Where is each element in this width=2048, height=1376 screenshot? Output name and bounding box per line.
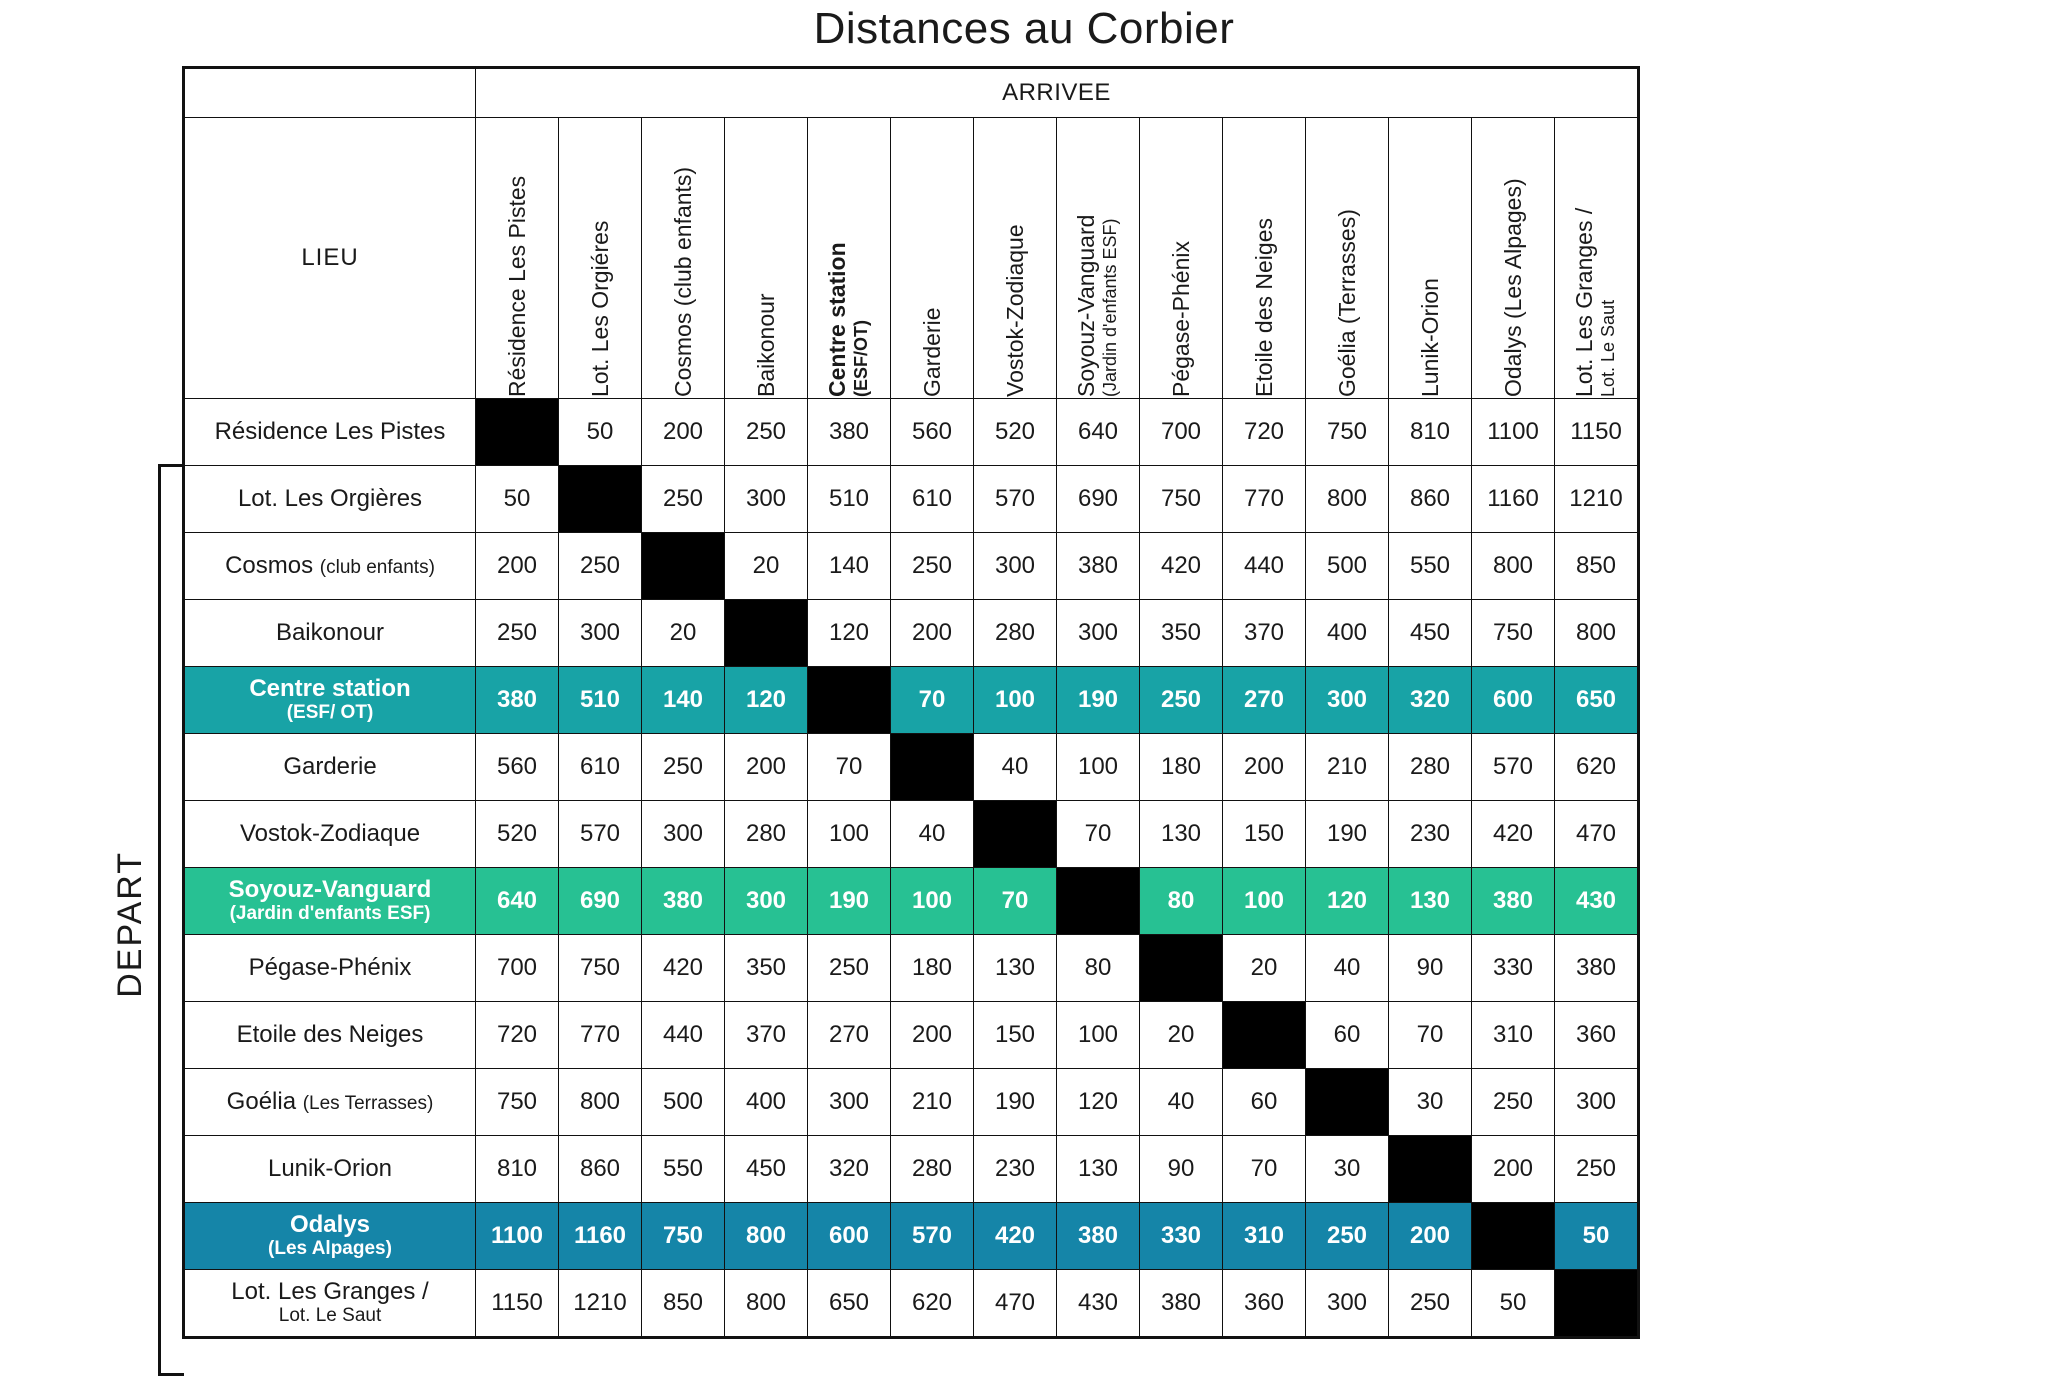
distance-cell-2-7: 380 xyxy=(1057,533,1140,600)
distance-cell-8-4: 250 xyxy=(808,935,891,1002)
column-header-sub: (Jardin d'enfants ESF) xyxy=(1100,218,1120,397)
distance-cell-13-12: 50 xyxy=(1472,1270,1555,1338)
distance-cell-6-11: 230 xyxy=(1389,801,1472,868)
distance-cell-4-2: 140 xyxy=(642,667,725,734)
row-label-sub: (ESF/ OT) xyxy=(286,701,374,723)
column-header-8 xyxy=(1140,118,1223,399)
distance-cell-10-5: 210 xyxy=(891,1069,974,1136)
distance-cell-9-1: 770 xyxy=(559,1002,642,1069)
distance-cell-2-6: 300 xyxy=(974,533,1057,600)
distance-cell-6-2: 300 xyxy=(642,801,725,868)
distance-cell-3-13: 800 xyxy=(1555,600,1639,667)
column-header-5 xyxy=(891,118,974,399)
distance-cell-7-0: 640 xyxy=(476,868,559,935)
distance-cell-5-3: 200 xyxy=(725,734,808,801)
distance-cell-12-13: 50 xyxy=(1555,1203,1639,1270)
diagonal-cell-4-4 xyxy=(808,667,891,734)
column-header-text: Lot. Les Granges / Lot. Le Saut xyxy=(1570,207,1618,397)
distance-cell-11-6: 230 xyxy=(974,1136,1057,1203)
distance-cell-11-0: 810 xyxy=(476,1136,559,1203)
distance-cell-10-1: 800 xyxy=(559,1069,642,1136)
diagonal-cell-9-9 xyxy=(1223,1002,1306,1069)
column-header-9 xyxy=(1223,118,1306,399)
distance-cell-10-9: 60 xyxy=(1223,1069,1306,1136)
distance-cell-11-10: 30 xyxy=(1306,1136,1389,1203)
distance-cell-13-4: 650 xyxy=(808,1270,891,1338)
column-header-text: Cosmos (club enfants) xyxy=(669,166,696,397)
distance-cell-11-13: 250 xyxy=(1555,1136,1639,1203)
distance-cell-10-7: 120 xyxy=(1057,1069,1140,1136)
distance-cell-7-3: 300 xyxy=(725,868,808,935)
corner-blank-cell xyxy=(184,68,476,118)
distance-cell-2-11: 550 xyxy=(1389,533,1472,600)
distance-cell-13-6: 470 xyxy=(974,1270,1057,1338)
column-header-1 xyxy=(559,118,642,399)
distance-cell-0-9: 720 xyxy=(1223,399,1306,466)
column-header-text: Garderie xyxy=(918,307,945,397)
row-label-10: Goélia (Les Terrasses) xyxy=(184,1069,476,1136)
distance-cell-9-6: 150 xyxy=(974,1002,1057,1069)
distance-cell-1-5: 610 xyxy=(891,466,974,533)
distance-cell-2-13: 850 xyxy=(1555,533,1639,600)
page-title: Distances au Corbier xyxy=(813,4,1235,53)
distance-cell-11-5: 280 xyxy=(891,1136,974,1203)
column-header-4 xyxy=(808,118,891,399)
distance-cell-13-5: 620 xyxy=(891,1270,974,1338)
distance-cell-0-6: 520 xyxy=(974,399,1057,466)
distance-cell-13-9: 360 xyxy=(1223,1270,1306,1338)
distance-cell-12-1: 1160 xyxy=(559,1203,642,1270)
distance-cell-3-7: 300 xyxy=(1057,600,1140,667)
distance-cell-13-3: 800 xyxy=(725,1270,808,1338)
table-row xyxy=(184,399,1639,466)
distance-cell-0-3: 250 xyxy=(725,399,808,466)
distance-cell-4-12: 600 xyxy=(1472,667,1555,734)
distance-cell-10-11: 30 xyxy=(1389,1069,1472,1136)
distance-cell-2-8: 420 xyxy=(1140,533,1223,600)
distance-cell-6-5: 40 xyxy=(891,801,974,868)
column-header-0 xyxy=(476,118,559,399)
distance-cell-7-13: 430 xyxy=(1555,868,1639,935)
column-header-sub: Lot. Le Saut xyxy=(1598,299,1618,397)
distance-cell-3-5: 200 xyxy=(891,600,974,667)
distance-cell-13-11: 250 xyxy=(1389,1270,1472,1338)
distance-cell-1-3: 300 xyxy=(725,466,808,533)
column-header-2 xyxy=(642,118,725,399)
row-label-3: Baikonour xyxy=(184,600,476,667)
arrivee-banner-cell: ARRIVEE xyxy=(476,68,1639,118)
row-label-13: Lot. Les Granges / Lot. Le Saut xyxy=(184,1270,476,1338)
distance-cell-12-0: 1100 xyxy=(476,1203,559,1270)
distance-cell-12-7: 380 xyxy=(1057,1203,1140,1270)
arrivee-banner-row xyxy=(184,68,1639,118)
distance-cell-6-1: 570 xyxy=(559,801,642,868)
distance-cell-12-2: 750 xyxy=(642,1203,725,1270)
distance-cell-12-10: 250 xyxy=(1306,1203,1389,1270)
distance-cell-6-13: 470 xyxy=(1555,801,1639,868)
row-label-12: Odalys (Les Alpages) xyxy=(184,1203,476,1270)
column-header-sub: (ESF/OT) xyxy=(851,320,871,397)
distance-cell-4-6: 100 xyxy=(974,667,1057,734)
row-label-sub: (club enfants) xyxy=(319,556,435,578)
matrix-body xyxy=(184,399,1639,1338)
distance-cell-3-8: 350 xyxy=(1140,600,1223,667)
diagonal-cell-12-12 xyxy=(1472,1203,1555,1270)
row-label-sub: (Les Terrasses) xyxy=(302,1092,434,1114)
distance-cell-6-7: 70 xyxy=(1057,801,1140,868)
distance-cell-12-8: 330 xyxy=(1140,1203,1223,1270)
table-row xyxy=(184,868,1639,935)
distance-cell-6-9: 150 xyxy=(1223,801,1306,868)
distance-cell-3-0: 250 xyxy=(476,600,559,667)
column-header-text: Soyouz-Vanguard (Jardin d'enfants ESF) xyxy=(1072,214,1120,397)
table-row xyxy=(184,1069,1639,1136)
distance-cell-12-3: 800 xyxy=(725,1203,808,1270)
distance-cell-12-11: 200 xyxy=(1389,1203,1472,1270)
distance-cell-7-10: 120 xyxy=(1306,868,1389,935)
diagonal-cell-6-6 xyxy=(974,801,1057,868)
distance-cell-4-10: 300 xyxy=(1306,667,1389,734)
distance-cell-2-5: 250 xyxy=(891,533,974,600)
distance-cell-4-0: 380 xyxy=(476,667,559,734)
distance-cell-2-1: 250 xyxy=(559,533,642,600)
distance-cell-13-0: 1150 xyxy=(476,1270,559,1338)
distance-cell-2-12: 800 xyxy=(1472,533,1555,600)
row-label-0: Résidence Les Pistes xyxy=(184,399,476,466)
distance-cell-9-8: 20 xyxy=(1140,1002,1223,1069)
distance-cell-1-2: 250 xyxy=(642,466,725,533)
table-row xyxy=(184,533,1639,600)
column-header-text: Goélia (Terrasses) xyxy=(1333,209,1360,397)
row-label-9: Etoile des Neiges xyxy=(184,1002,476,1069)
distance-cell-3-6: 280 xyxy=(974,600,1057,667)
distance-cell-0-12: 1100 xyxy=(1472,399,1555,466)
distance-cell-4-1: 510 xyxy=(559,667,642,734)
column-header-text: Baikonour xyxy=(752,293,779,397)
distance-cell-4-9: 270 xyxy=(1223,667,1306,734)
diagonal-cell-2-2 xyxy=(642,533,725,600)
distance-cell-8-12: 330 xyxy=(1472,935,1555,1002)
distance-cell-11-1: 860 xyxy=(559,1136,642,1203)
table-row xyxy=(184,667,1639,734)
distance-cell-12-5: 570 xyxy=(891,1203,974,1270)
matrix-head xyxy=(184,68,1639,399)
distance-cell-11-8: 90 xyxy=(1140,1136,1223,1203)
distance-cell-1-13: 1210 xyxy=(1555,466,1639,533)
distance-cell-4-7: 190 xyxy=(1057,667,1140,734)
table-row xyxy=(184,1270,1639,1338)
distance-cell-7-5: 100 xyxy=(891,868,974,935)
distance-cell-9-5: 200 xyxy=(891,1002,974,1069)
distance-cell-8-5: 180 xyxy=(891,935,974,1002)
row-label-1: Lot. Les Orgières xyxy=(184,466,476,533)
distance-cell-4-5: 70 xyxy=(891,667,974,734)
distance-cell-2-0: 200 xyxy=(476,533,559,600)
distance-cell-13-7: 430 xyxy=(1057,1270,1140,1338)
distance-cell-7-4: 190 xyxy=(808,868,891,935)
distance-cell-11-4: 320 xyxy=(808,1136,891,1203)
distance-cell-4-13: 650 xyxy=(1555,667,1639,734)
distance-cell-8-1: 750 xyxy=(559,935,642,1002)
distance-cell-3-12: 750 xyxy=(1472,600,1555,667)
distance-cell-8-7: 80 xyxy=(1057,935,1140,1002)
distance-cell-5-8: 180 xyxy=(1140,734,1223,801)
column-header-text: Lot. Les Orgiéres xyxy=(586,220,613,397)
diagonal-cell-3-3 xyxy=(725,600,808,667)
distance-cell-8-3: 350 xyxy=(725,935,808,1002)
distance-cell-12-9: 310 xyxy=(1223,1203,1306,1270)
column-header-text: Vostok-Zodiaque xyxy=(1001,224,1028,397)
table-row xyxy=(184,801,1639,868)
table-row xyxy=(184,1203,1639,1270)
distance-cell-6-0: 520 xyxy=(476,801,559,868)
distance-cell-5-6: 40 xyxy=(974,734,1057,801)
distance-cell-3-2: 20 xyxy=(642,600,725,667)
distance-cell-8-0: 700 xyxy=(476,935,559,1002)
column-header-text: Pégase-Phénix xyxy=(1167,241,1194,397)
distance-cell-1-8: 750 xyxy=(1140,466,1223,533)
distance-cell-8-2: 420 xyxy=(642,935,725,1002)
table-row xyxy=(184,734,1639,801)
distance-cell-1-7: 690 xyxy=(1057,466,1140,533)
distance-cell-13-8: 380 xyxy=(1140,1270,1223,1338)
column-header-10 xyxy=(1306,118,1389,399)
distance-cell-9-11: 70 xyxy=(1389,1002,1472,1069)
distance-cell-2-10: 500 xyxy=(1306,533,1389,600)
distance-cell-1-9: 770 xyxy=(1223,466,1306,533)
distance-cell-13-1: 1210 xyxy=(559,1270,642,1338)
distance-cell-7-11: 130 xyxy=(1389,868,1472,935)
column-header-text: Odalys (Les Alpages) xyxy=(1499,178,1526,397)
distance-cell-6-10: 190 xyxy=(1306,801,1389,868)
distance-cell-3-4: 120 xyxy=(808,600,891,667)
row-label-sub: Lot. Le Saut xyxy=(278,1304,382,1326)
column-header-3 xyxy=(725,118,808,399)
distance-cell-11-2: 550 xyxy=(642,1136,725,1203)
diagonal-cell-7-7 xyxy=(1057,868,1140,935)
distance-cell-7-8: 80 xyxy=(1140,868,1223,935)
distance-cell-12-6: 420 xyxy=(974,1203,1057,1270)
distance-cell-11-12: 200 xyxy=(1472,1136,1555,1203)
distance-cell-9-12: 310 xyxy=(1472,1002,1555,1069)
distance-cell-5-12: 570 xyxy=(1472,734,1555,801)
column-header-text: Lunik-Orion xyxy=(1416,278,1443,397)
distance-cell-2-4: 140 xyxy=(808,533,891,600)
column-header-7 xyxy=(1057,118,1140,399)
distance-cell-5-4: 70 xyxy=(808,734,891,801)
row-label-7: Soyouz-Vanguard (Jardin d'enfants ESF) xyxy=(184,868,476,935)
distance-cell-10-0: 750 xyxy=(476,1069,559,1136)
distance-cell-8-6: 130 xyxy=(974,935,1057,1002)
row-label-sub: (Les Alpages) xyxy=(268,1237,392,1259)
distance-cell-6-12: 420 xyxy=(1472,801,1555,868)
column-header-text: Résidence Les Pistes xyxy=(503,175,530,397)
distance-cell-12-4: 600 xyxy=(808,1203,891,1270)
distance-cell-0-2: 200 xyxy=(642,399,725,466)
distance-cell-0-8: 700 xyxy=(1140,399,1223,466)
column-header-6 xyxy=(974,118,1057,399)
distance-cell-1-12: 1160 xyxy=(1472,466,1555,533)
distance-cell-11-9: 70 xyxy=(1223,1136,1306,1203)
diagonal-cell-5-5 xyxy=(891,734,974,801)
distance-cell-9-7: 100 xyxy=(1057,1002,1140,1069)
distance-cell-2-3: 20 xyxy=(725,533,808,600)
distance-cell-3-9: 370 xyxy=(1223,600,1306,667)
distance-cell-7-6: 70 xyxy=(974,868,1057,935)
distance-cell-7-9: 100 xyxy=(1223,868,1306,935)
table-row xyxy=(184,1002,1639,1069)
row-label-11: Lunik-Orion xyxy=(184,1136,476,1203)
distance-cell-8-11: 90 xyxy=(1389,935,1472,1002)
table-row xyxy=(184,1136,1639,1203)
distance-cell-13-10: 300 xyxy=(1306,1270,1389,1338)
distance-cell-0-11: 810 xyxy=(1389,399,1472,466)
distance-cell-5-1: 610 xyxy=(559,734,642,801)
diagonal-cell-13-13 xyxy=(1555,1270,1639,1338)
distance-cell-8-13: 380 xyxy=(1555,935,1639,1002)
distance-cell-5-7: 100 xyxy=(1057,734,1140,801)
distance-cell-9-4: 270 xyxy=(808,1002,891,1069)
distance-cell-4-3: 120 xyxy=(725,667,808,734)
distance-cell-6-4: 100 xyxy=(808,801,891,868)
column-header-11 xyxy=(1389,118,1472,399)
depart-axis-label xyxy=(82,474,178,1374)
distance-cell-10-2: 500 xyxy=(642,1069,725,1136)
distance-cell-11-7: 130 xyxy=(1057,1136,1140,1203)
distance-cell-5-11: 280 xyxy=(1389,734,1472,801)
distance-cell-13-2: 850 xyxy=(642,1270,725,1338)
column-header-row xyxy=(184,118,1639,399)
distance-cell-8-9: 20 xyxy=(1223,935,1306,1002)
matrix-container xyxy=(74,66,1974,1339)
row-label-8: Pégase-Phénix xyxy=(184,935,476,1002)
distance-cell-5-13: 620 xyxy=(1555,734,1639,801)
column-header-text: Etoile des Neiges xyxy=(1250,218,1277,397)
row-label-5: Garderie xyxy=(184,734,476,801)
distance-cell-6-3: 280 xyxy=(725,801,808,868)
distance-cell-1-10: 800 xyxy=(1306,466,1389,533)
distance-cell-9-10: 60 xyxy=(1306,1002,1389,1069)
distance-cell-11-3: 450 xyxy=(725,1136,808,1203)
distance-cell-7-12: 380 xyxy=(1472,868,1555,935)
column-header-text: Centre station (ESF/OT) xyxy=(823,242,871,397)
diagonal-cell-1-1 xyxy=(559,466,642,533)
row-label-sub: (Jardin d'enfants ESF) xyxy=(229,902,431,924)
distance-cell-9-3: 370 xyxy=(725,1002,808,1069)
distance-cell-1-11: 860 xyxy=(1389,466,1472,533)
table-row xyxy=(184,600,1639,667)
row-label-6: Vostok-Zodiaque xyxy=(184,801,476,868)
distance-cell-10-8: 40 xyxy=(1140,1069,1223,1136)
depart-axis-label-text: DEPART xyxy=(110,850,149,998)
distance-cell-7-1: 690 xyxy=(559,868,642,935)
distance-cell-0-7: 640 xyxy=(1057,399,1140,466)
distance-cell-10-13: 300 xyxy=(1555,1069,1639,1136)
column-header-13 xyxy=(1555,118,1639,399)
distance-cell-1-0: 50 xyxy=(476,466,559,533)
diagonal-cell-11-11 xyxy=(1389,1136,1472,1203)
distance-cell-1-6: 570 xyxy=(974,466,1057,533)
diagonal-cell-0-0 xyxy=(476,399,559,466)
distance-cell-5-0: 560 xyxy=(476,734,559,801)
row-label-2: Cosmos (club enfants) xyxy=(184,533,476,600)
distance-cell-10-4: 300 xyxy=(808,1069,891,1136)
distance-matrix-table xyxy=(182,66,1640,1339)
distance-cell-4-11: 320 xyxy=(1389,667,1472,734)
distance-cell-3-11: 450 xyxy=(1389,600,1472,667)
distance-cell-9-13: 360 xyxy=(1555,1002,1639,1069)
distance-cell-5-9: 200 xyxy=(1223,734,1306,801)
distance-cell-0-5: 560 xyxy=(891,399,974,466)
diagonal-cell-8-8 xyxy=(1140,935,1223,1002)
distance-cell-0-4: 380 xyxy=(808,399,891,466)
distance-cell-10-3: 400 xyxy=(725,1069,808,1136)
distance-cell-2-9: 440 xyxy=(1223,533,1306,600)
column-header-12 xyxy=(1472,118,1555,399)
distance-cell-5-10: 210 xyxy=(1306,734,1389,801)
distance-cell-0-10: 750 xyxy=(1306,399,1389,466)
distance-cell-10-6: 190 xyxy=(974,1069,1057,1136)
distance-cell-9-0: 720 xyxy=(476,1002,559,1069)
table-row xyxy=(184,935,1639,1002)
distance-cell-8-10: 40 xyxy=(1306,935,1389,1002)
distance-cell-10-12: 250 xyxy=(1472,1069,1555,1136)
distance-cell-3-10: 400 xyxy=(1306,600,1389,667)
distance-cell-3-1: 300 xyxy=(559,600,642,667)
table-row xyxy=(184,466,1639,533)
lieu-header-cell: LIEU xyxy=(184,118,476,399)
distance-cell-7-2: 380 xyxy=(642,868,725,935)
distance-cell-1-4: 510 xyxy=(808,466,891,533)
diagonal-cell-10-10 xyxy=(1306,1069,1389,1136)
row-label-4: Centre station (ESF/ OT) xyxy=(184,667,476,734)
distance-cell-6-8: 130 xyxy=(1140,801,1223,868)
distance-cell-9-2: 440 xyxy=(642,1002,725,1069)
distance-cell-0-13: 1150 xyxy=(1555,399,1639,466)
distance-cell-5-2: 250 xyxy=(642,734,725,801)
distance-cell-4-8: 250 xyxy=(1140,667,1223,734)
distance-cell-0-1: 50 xyxy=(559,399,642,466)
